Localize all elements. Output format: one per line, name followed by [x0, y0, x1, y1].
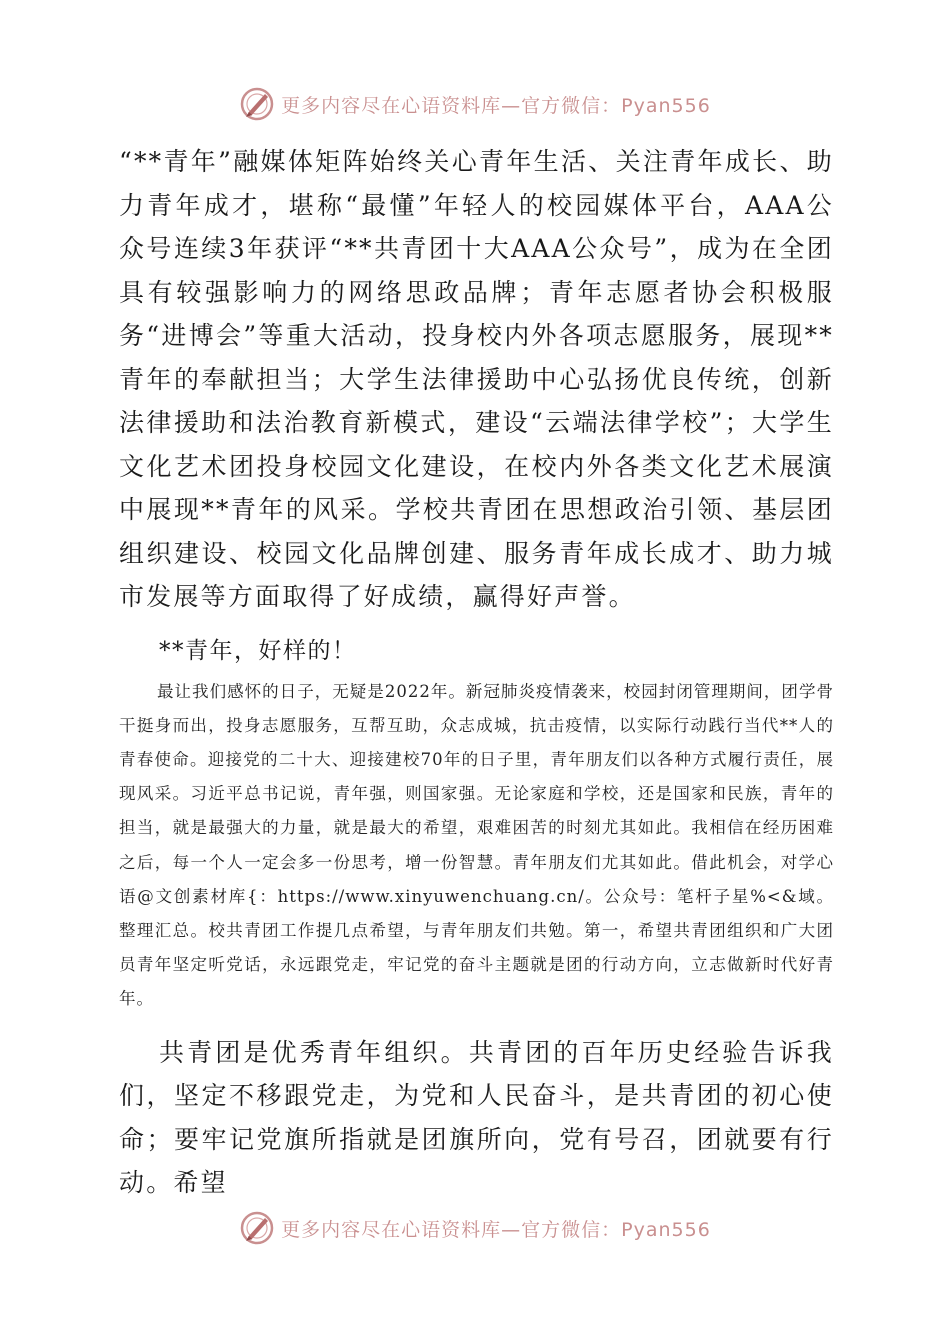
header-banner-text: 更多内容尽在心语资料库—官方微信：Pyan556	[281, 94, 711, 117]
brush-logo-icon	[239, 1210, 275, 1246]
body-paragraph-small: 最让我们感怀的日子，无疑是2022年。新冠肺炎疫情袭来，校园封闭管理期间，团学骨干挺身而出，投身志愿服务，互帮互助，众志成城，抗击疫情，以实际行动践行当代**人的青春使命。迎接党的二十大、迎接建校70年的日子里，青年朋友们以各种方式履行责任，展现风采。习近平总书记说，青年强，则国家强。无论家庭和学校，还是国家和民族，青年的担当，就是最强大的力量，就是最大的希望，艰难困苦的时刻尤其如此。我相信在经历困难之后，每一个人一定会多一份思考，增一份智慧。青年朋友们尤其如此。借此机会，对学心语@文创素材库{：https://www.xinyuwenchuang.cn/。公众号：笔杆子星%<&域。整理汇总。校共青团工作提几点希望，与青年朋友们共勉。第一，希望共青团组织和广大团员青年坚定听党话，永远跟党走，牢记党的奋斗主题就是团的行动方向，立志做新时代好青年。	[119, 681, 834, 1009]
section-heading: **青年，好样的！	[159, 637, 357, 664]
footer-banner-text: 更多内容尽在心语资料库—官方微信：Pyan556	[281, 1218, 711, 1241]
header-banner	[0, 84, 950, 124]
footer-banner	[0, 1208, 950, 1248]
body-paragraph-2: 共青团是优秀青年组织。共青团的百年历史经验告诉我们，坚定不移跟党走，为党和人民奋斗，是共青团的初心使命；要牢记党旗所指就是团旗所向，党有号召，团就要有行动。希望	[119, 1037, 834, 1198]
document-body	[119, 140, 834, 1205]
brush-logo-icon	[239, 86, 275, 122]
body-paragraph-1: “**青年”融媒体矩阵始终关心青年生活、关注青年成长、助力青年成才，堪称“最懂”年轻人的校园媒体平台，AAA公众号连续3年获评“**共青团十大AAA公众号”，成为在全团具有较强影响力的网络思政品牌；青年志愿者协会积极服务“进博会”等重大活动，投身校内外各项志愿服务，展现**青年的奉献担当；大学生法律援助中心弘扬优良传统，创新法律援助和法治教育新模式，建设“云端法律学校”；大学生文化艺术团投身校园文化建设，在校内外各类文化艺术展演中展现**青年的风采。学校共青团在思想政治引领、基层团组织建设、校园文化品牌创建、服务青年成长成才、助力城市发展等方面取得了好成绩，赢得好声誉。	[119, 147, 834, 611]
